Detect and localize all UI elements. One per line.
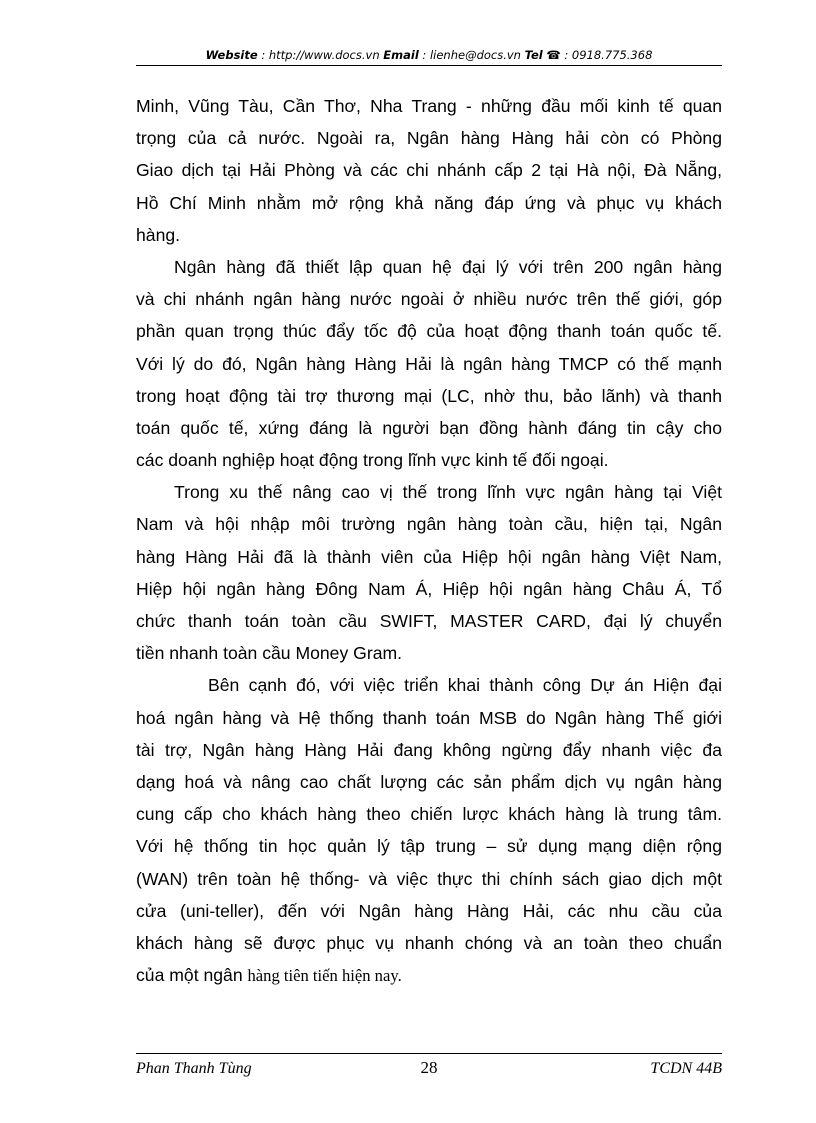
- text-line: Hiệp hội ngân hàng Đông Nam Á, Hiệp hội ngân hàng Châu Á, Tổ: [136, 578, 722, 599]
- text-line: Nam và hội nhập môi trường ngân hàng toàn cầu, hiện tại, Ngân: [136, 514, 722, 535]
- text-line: trọng của cả nước. Ngoài ra, Ngân hàng Hàng hải còn có Phòng: [136, 128, 722, 149]
- text-line: hàng.: [136, 224, 181, 245]
- footer-author: Phan Thanh Tùng: [136, 1060, 252, 1077]
- header-divider: [136, 65, 722, 66]
- website-value: : http://www.docs.vn: [257, 48, 380, 62]
- text-line: Ngân hàng đã thiết lập quan hệ đại lý với trên 200 ngân hàng: [174, 256, 722, 277]
- text-line: Với hệ thống tin học quản lý tập trung – sử dụng mạng diện rộng: [136, 836, 722, 857]
- footer-class: TCDN 44B: [650, 1060, 722, 1077]
- text-line: tài trợ, Ngân hàng Hàng Hải đang không ngừng đẩy nhanh việc đa: [136, 739, 722, 760]
- text-line: dạng hoá và nâng cao chất lượng các sản phẩm dịch vụ ngân hàng: [136, 771, 722, 792]
- text-line: tiền nhanh toàn cầu Money Gram.: [136, 643, 403, 664]
- tel-value: : 0918.775.368: [560, 48, 653, 62]
- final-line-end: hàng tiên tiến hiện nay.: [247, 966, 402, 986]
- text-line: các doanh nghiệp hoạt động trong lĩnh vực kinh tế đối ngoại.: [136, 450, 609, 471]
- page-footer: [136, 1058, 722, 1082]
- website-label: Website: [205, 48, 258, 62]
- text-line: Minh, Vũng Tàu, Cần Thơ, Nha Trang - những đầu mối kinh tế quan: [136, 96, 722, 116]
- text-line: Trong xu thế nâng cao vị thế trong lĩnh vực ngân hàng tại Việt: [174, 482, 722, 503]
- text-line-final: [136, 959, 722, 991]
- page-header: [136, 48, 722, 62]
- text-line: toán quốc tế, xứng đáng là người bạn đồng hành đáng tin cậy cho: [136, 417, 722, 438]
- footer-divider: [136, 1053, 722, 1054]
- text-line: hàng Hàng Hải đã là thành viên của Hiệp hội ngân hàng Việt Nam,: [136, 546, 722, 567]
- text-line: (WAN) trên toàn hệ thống- và việc thực thi chính sách giao dịch một: [136, 868, 722, 889]
- phone-icon: ☎: [546, 48, 561, 62]
- text-line: khách hàng sẽ được phục vụ nhanh chóng và an toàn theo chuẩn: [136, 932, 722, 953]
- text-line: cửa (uni-teller), đến với Ngân hàng Hàng Hải, các nhu cầu của: [136, 900, 722, 921]
- text-line: trong hoạt động tài trợ thương mại (LC, nhờ thu, bảo lãnh) và thanh: [136, 385, 722, 406]
- text-line: phần quan trọng thúc đẩy tốc độ của hoạt động thanh toán quốc tế.: [136, 321, 722, 342]
- text-line: Hồ Chí Minh nhằm mở rộng khả năng đáp ứng và phục vụ khách: [136, 192, 722, 213]
- text-line: Với lý do đó, Ngân hàng Hàng Hải là ngân hàng TMCP có thế mạnh: [136, 353, 722, 374]
- text-line: Giao dịch tại Hải Phòng và các chi nhánh cấp 2 tại Hà nội, Đà Nẵng,: [136, 160, 722, 181]
- page-number: 28: [420, 1058, 438, 1077]
- text-line: hoá ngân hàng và Hệ thống thanh toán MSB do Ngân hàng Thế giới: [136, 707, 722, 728]
- text-line: chức thanh toán toàn cầu SWIFT, MASTER CARD, đại lý chuyển: [136, 611, 722, 631]
- document-body: [136, 90, 722, 991]
- text-line: Bên cạnh đó, với việc triển khai thành công Dự án Hiện đại: [208, 675, 722, 696]
- text-line: cung cấp cho khách hàng theo chiến lược khách hàng là trung tâm.: [136, 804, 722, 825]
- text-line: và chi nhánh ngân hàng nước ngoài ở nhiều nước trên thế giới, góp: [136, 289, 722, 310]
- email-value: : lienhe@docs.vn: [418, 48, 521, 62]
- final-line-start: của một ngân: [136, 965, 248, 986]
- email-label: Email: [383, 48, 419, 62]
- tel-label: Tel: [524, 48, 543, 62]
